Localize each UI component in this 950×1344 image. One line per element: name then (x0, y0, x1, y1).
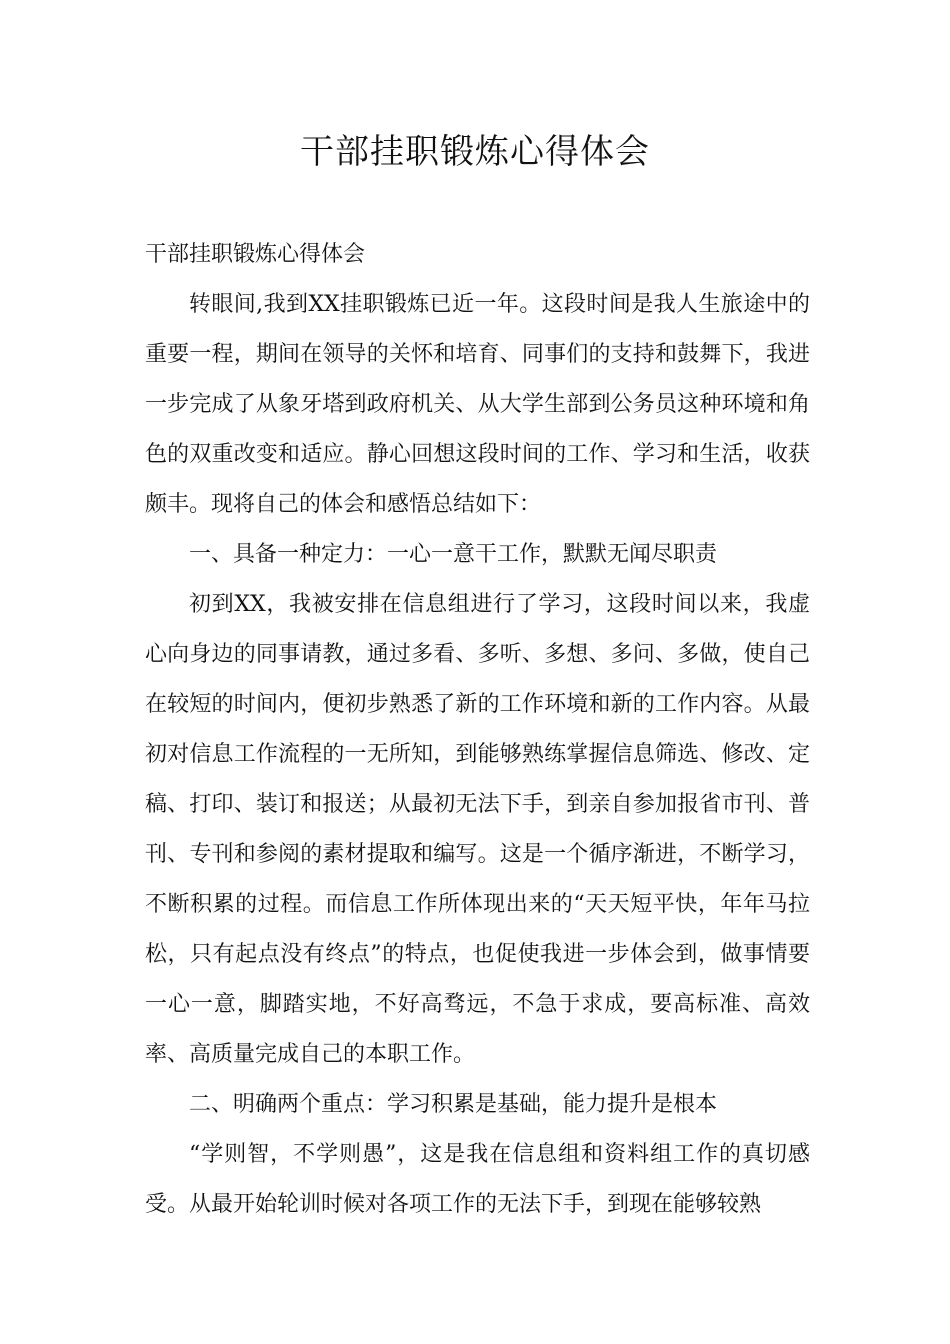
paragraph-intro: 转眼间,我到XX挂职锻炼已近一年。这段时间是我人生旅途中的重要一程，期间在领导的关怀和培育、同事们的支持和鼓舞下，我进一步完成了从象牙塔到政府机关、从大学生部到公务员这种环境和角色的双重改变和适应。静心回想这段时间的工作、学习和生活，收获颇丰。现将自己的体会和感悟总结如下： (145, 292, 810, 517)
section-heading-2: 二、明确两个重点：学习积累是基础，能力提升是根本 (189, 1092, 718, 1117)
document-body (145, 230, 810, 1230)
document-subtitle: 干部挂职锻炼心得体会 (145, 242, 366, 267)
section-heading-1: 一、具备一种定力：一心一意干工作，默默无闻尽职责 (189, 542, 718, 567)
document-title: 干部挂职锻炼心得体会 (300, 132, 650, 172)
paragraph-section-2: “学则智，不学则愚”，这是我在信息组和资料组工作的真切感受。从最开始轮训时候对各项工作的无法下手，到现在能够较熟 (145, 1142, 810, 1217)
paragraph-section-1: 初到XX，我被安排在信息组进行了学习，这段时间以来，我虚心向身边的同事请教，通过多看、多听、多想、多问、多做，使自己在较短的时间内，便初步熟悉了新的工作环境和新的工作内容。从最初对信息工作流程的一无所知，到能够熟练掌握信息筛选、修改、定稿、打印、装订和报送；从最初无法下手，到亲自参加报省市刊、普刊、专刊和参阅的素材提取和编写。这是一个循序渐进，不断学习，不断积累的过程。而信息工作所体现出来的“天天短平快，年年马拉松，只有起点没有终点”的特点，也促使我进一步体会到，做事情要一心一意，脚踏实地，不好高骛远，不急于求成，要高标准、高效率、高质量完成自己的本职工作。 (145, 592, 810, 1067)
